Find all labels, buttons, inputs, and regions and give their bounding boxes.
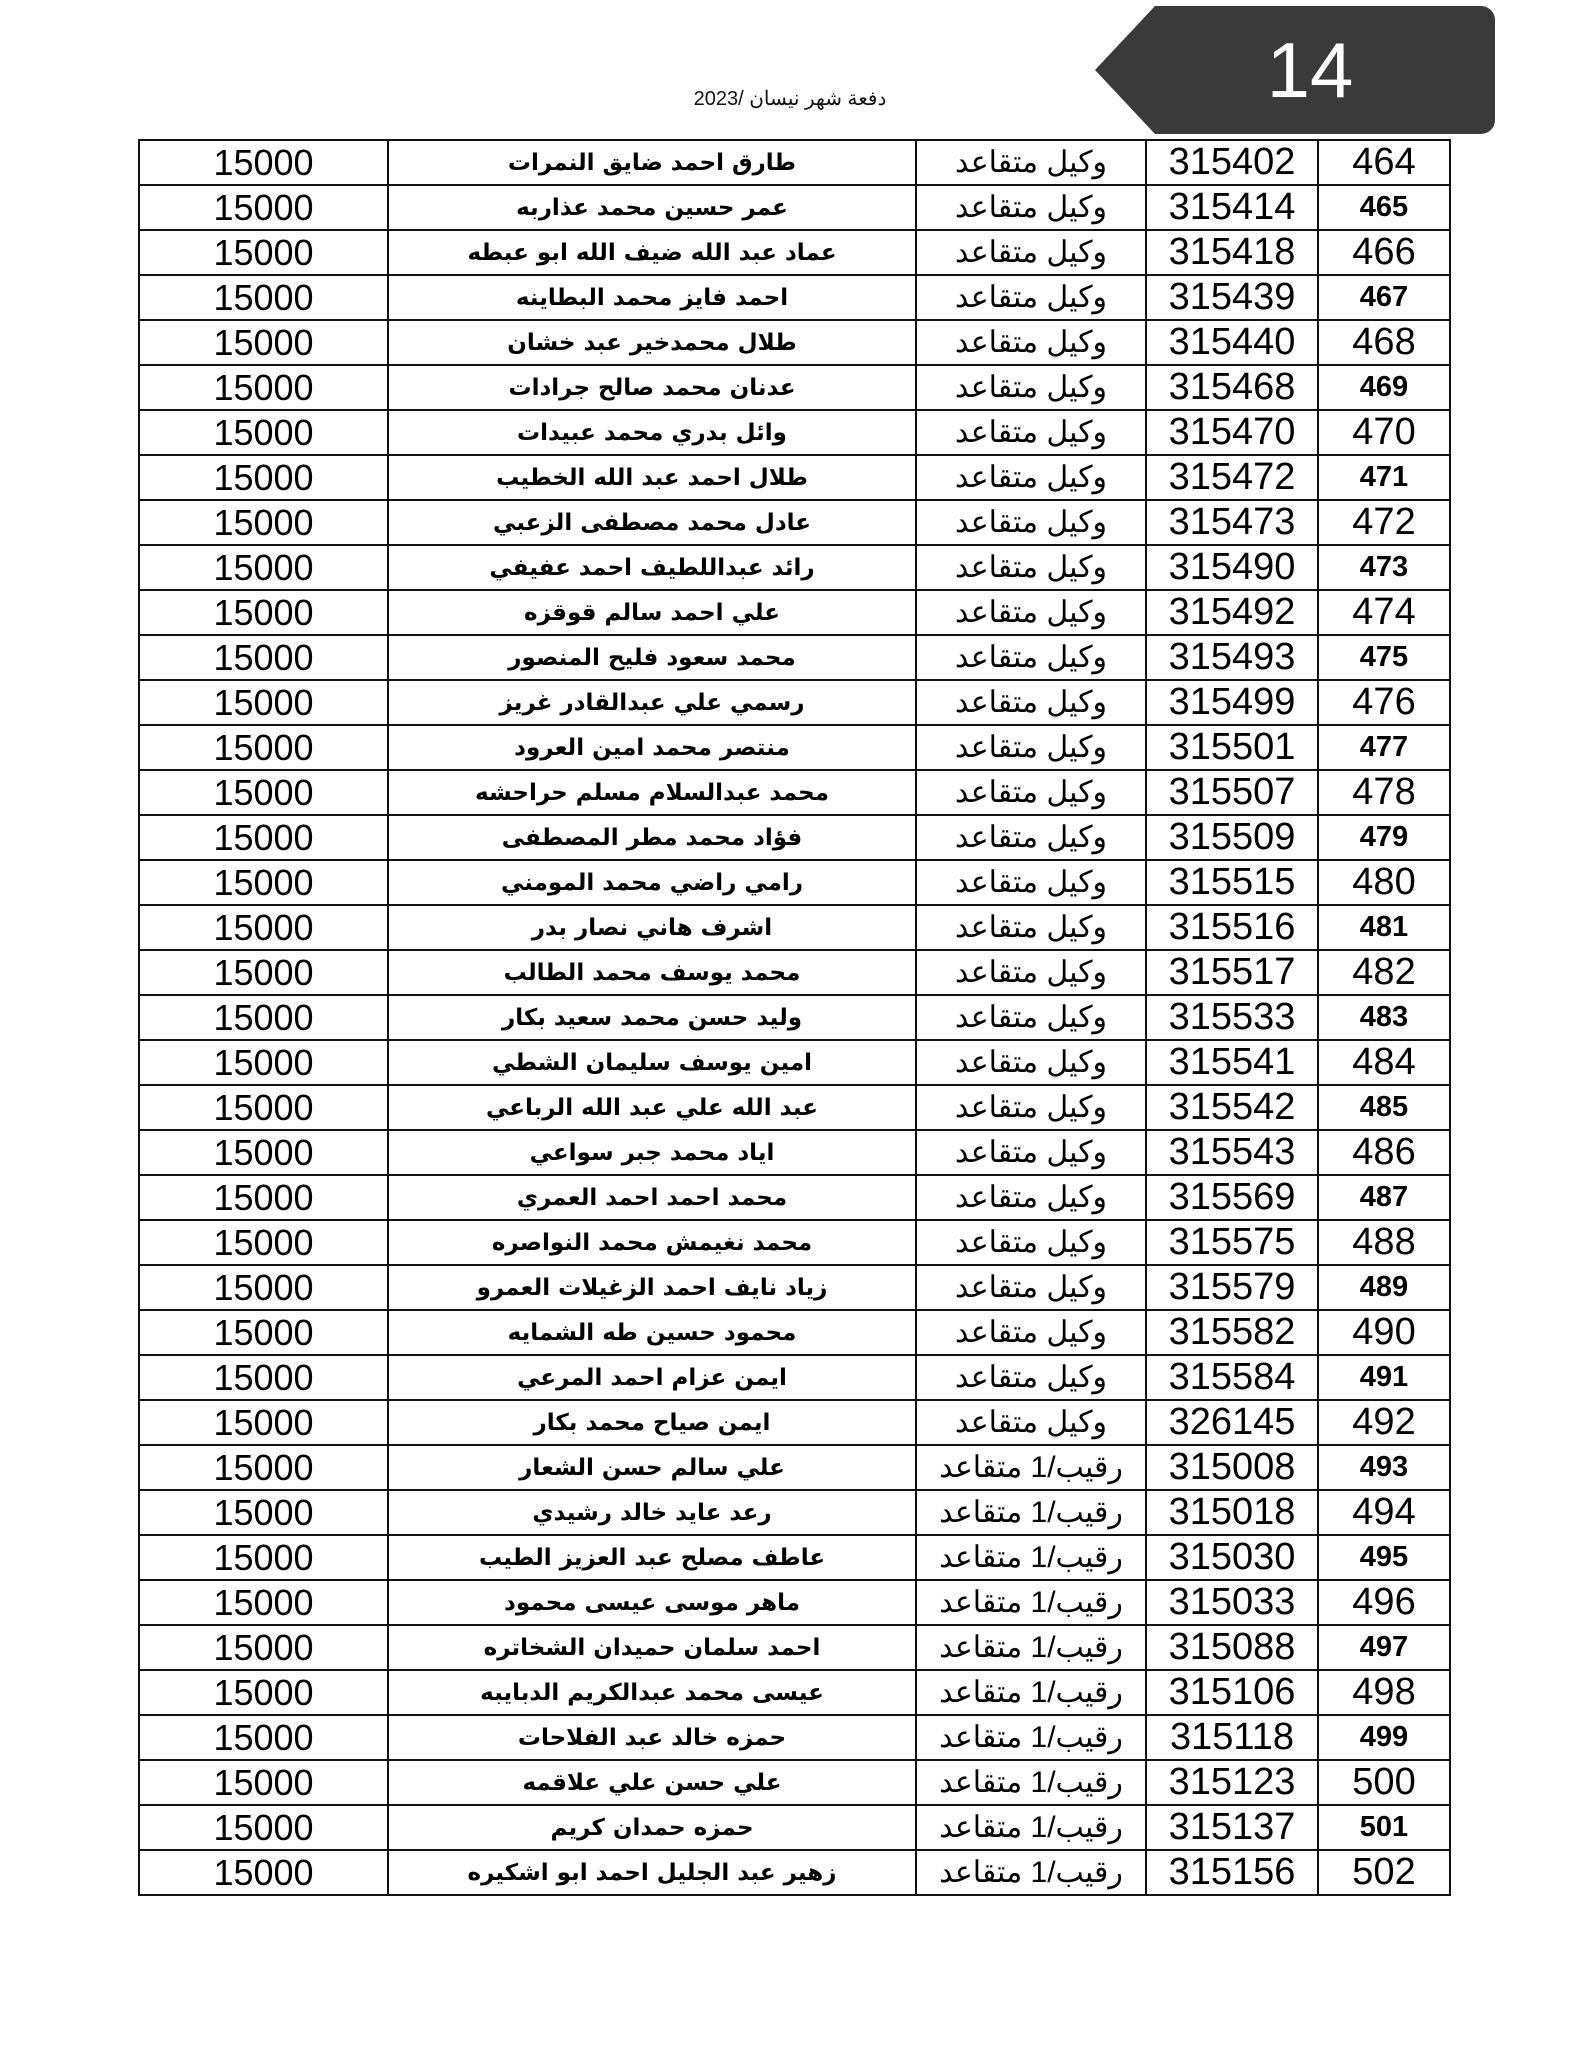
table-row xyxy=(139,1355,1450,1400)
table-row xyxy=(139,1220,1450,1265)
id-cell: 315517 xyxy=(1146,950,1318,995)
id-cell: 315033 xyxy=(1146,1580,1318,1625)
sequence-cell: 467 xyxy=(1318,275,1450,320)
table-row xyxy=(139,950,1450,995)
id-cell: 315472 xyxy=(1146,455,1318,500)
amount-cell: 15000 xyxy=(139,635,388,680)
name-cell: حمزه خالد عبد الفلاحات xyxy=(388,1715,916,1760)
id-cell: 315137 xyxy=(1146,1805,1318,1850)
table-row xyxy=(139,1040,1450,1085)
rank-cell: رقيب/1 متقاعد xyxy=(916,1535,1146,1580)
sequence-cell: 470 xyxy=(1318,410,1450,455)
amount-cell: 15000 xyxy=(139,1085,388,1130)
table-row xyxy=(139,1265,1450,1310)
id-cell: 315501 xyxy=(1146,725,1318,770)
id-cell: 315499 xyxy=(1146,680,1318,725)
name-cell: وليد حسن محمد سعيد بكار xyxy=(388,995,916,1040)
name-cell: رسمي علي عبدالقادر غريز xyxy=(388,680,916,725)
table-row xyxy=(139,1535,1450,1580)
rank-cell: رقيب/1 متقاعد xyxy=(916,1625,1146,1670)
table-row xyxy=(139,1715,1450,1760)
sequence-cell: 483 xyxy=(1318,995,1450,1040)
sequence-cell: 494 xyxy=(1318,1490,1450,1535)
sequence-cell: 484 xyxy=(1318,1040,1450,1085)
rank-cell: وكيل متقاعد xyxy=(916,500,1146,545)
id-cell: 315579 xyxy=(1146,1265,1318,1310)
amount-cell: 15000 xyxy=(139,770,388,815)
sequence-cell: 490 xyxy=(1318,1310,1450,1355)
table-row xyxy=(139,1400,1450,1445)
amount-cell: 15000 xyxy=(139,1625,388,1670)
name-cell: زياد نايف احمد الزغيلات العمرو xyxy=(388,1265,916,1310)
amount-cell: 15000 xyxy=(139,1400,388,1445)
id-cell: 315516 xyxy=(1146,905,1318,950)
id-cell: 315123 xyxy=(1146,1760,1318,1805)
name-cell: امين يوسف سليمان الشطي xyxy=(388,1040,916,1085)
id-cell: 315030 xyxy=(1146,1535,1318,1580)
name-cell: طلال محمدخير عبد خشان xyxy=(388,320,916,365)
rank-cell: وكيل متقاعد xyxy=(916,410,1146,455)
id-cell: 315507 xyxy=(1146,770,1318,815)
sequence-cell: 476 xyxy=(1318,680,1450,725)
table-row xyxy=(139,1580,1450,1625)
rank-cell: رقيب/1 متقاعد xyxy=(916,1805,1146,1850)
table-row xyxy=(139,365,1450,410)
sequence-cell: 479 xyxy=(1318,815,1450,860)
name-cell: ماهر موسى عيسى محمود xyxy=(388,1580,916,1625)
name-cell: محمد نغيمش محمد النواصره xyxy=(388,1220,916,1265)
name-cell: اياد محمد جبر سواعي xyxy=(388,1130,916,1175)
sequence-cell: 464 xyxy=(1318,140,1450,185)
sequence-cell: 488 xyxy=(1318,1220,1450,1265)
name-cell: احمد فايز محمد البطاينه xyxy=(388,275,916,320)
sequence-cell: 480 xyxy=(1318,860,1450,905)
rank-cell: وكيل متقاعد xyxy=(916,230,1146,275)
rank-cell: رقيب/1 متقاعد xyxy=(916,1760,1146,1805)
sequence-cell: 500 xyxy=(1318,1760,1450,1805)
table-row xyxy=(139,230,1450,275)
name-cell: علي احمد سالم قوقزه xyxy=(388,590,916,635)
amount-cell: 15000 xyxy=(139,725,388,770)
page-number: 14 xyxy=(1266,26,1354,114)
rank-cell: وكيل متقاعد xyxy=(916,455,1146,500)
sequence-cell: 474 xyxy=(1318,590,1450,635)
name-cell: رامي راضي محمد المومني xyxy=(388,860,916,905)
name-cell: منتصر محمد امين العرود xyxy=(388,725,916,770)
sequence-cell: 468 xyxy=(1318,320,1450,365)
name-cell: محمود حسين طه الشمايه xyxy=(388,1310,916,1355)
rank-cell: وكيل متقاعد xyxy=(916,770,1146,815)
name-cell: محمد سعود فليح المنصور xyxy=(388,635,916,680)
table-row xyxy=(139,1130,1450,1175)
rank-cell: وكيل متقاعد xyxy=(916,1265,1146,1310)
id-cell: 315470 xyxy=(1146,410,1318,455)
rank-cell: وكيل متقاعد xyxy=(916,320,1146,365)
amount-cell: 15000 xyxy=(139,140,388,185)
table-row xyxy=(139,1760,1450,1805)
sequence-cell: 502 xyxy=(1318,1850,1450,1895)
amount-cell: 15000 xyxy=(139,1265,388,1310)
id-cell: 315584 xyxy=(1146,1355,1318,1400)
amount-cell: 15000 xyxy=(139,230,388,275)
name-cell: ايمن عزام احمد المرعي xyxy=(388,1355,916,1400)
id-cell: 315088 xyxy=(1146,1625,1318,1670)
sequence-cell: 471 xyxy=(1318,455,1450,500)
table-row xyxy=(139,1850,1450,1895)
rank-cell: وكيل متقاعد xyxy=(916,1040,1146,1085)
rank-cell: وكيل متقاعد xyxy=(916,365,1146,410)
name-cell: عيسى محمد عبدالكريم الدبايبه xyxy=(388,1670,916,1715)
amount-cell: 15000 xyxy=(139,1040,388,1085)
table-row xyxy=(139,275,1450,320)
rank-cell: وكيل متقاعد xyxy=(916,905,1146,950)
amount-cell: 15000 xyxy=(139,815,388,860)
rank-cell: وكيل متقاعد xyxy=(916,1085,1146,1130)
amount-cell: 15000 xyxy=(139,1310,388,1355)
sequence-cell: 485 xyxy=(1318,1085,1450,1130)
id-cell: 315468 xyxy=(1146,365,1318,410)
table-row xyxy=(139,1670,1450,1715)
rank-cell: وكيل متقاعد xyxy=(916,635,1146,680)
table-row xyxy=(139,545,1450,590)
rank-cell: وكيل متقاعد xyxy=(916,590,1146,635)
rank-cell: وكيل متقاعد xyxy=(916,185,1146,230)
amount-cell: 15000 xyxy=(139,680,388,725)
amount-cell: 15000 xyxy=(139,1535,388,1580)
amount-cell: 15000 xyxy=(139,410,388,455)
id-cell: 315575 xyxy=(1146,1220,1318,1265)
amount-cell: 15000 xyxy=(139,1445,388,1490)
amount-cell: 15000 xyxy=(139,995,388,1040)
rank-cell: وكيل متقاعد xyxy=(916,140,1146,185)
table-row xyxy=(139,410,1450,455)
name-cell: عادل محمد مصطفى الزعبي xyxy=(388,500,916,545)
id-cell: 315509 xyxy=(1146,815,1318,860)
table-row xyxy=(139,680,1450,725)
amount-cell: 15000 xyxy=(139,590,388,635)
name-cell: عماد عبد الله ضيف الله ابو عبطه xyxy=(388,230,916,275)
sequence-cell: 492 xyxy=(1318,1400,1450,1445)
rank-cell: وكيل متقاعد xyxy=(916,1130,1146,1175)
amount-cell: 15000 xyxy=(139,1220,388,1265)
amount-cell: 15000 xyxy=(139,1175,388,1220)
table-row xyxy=(139,185,1450,230)
table-row xyxy=(139,1175,1450,1220)
id-cell: 315541 xyxy=(1146,1040,1318,1085)
amount-cell: 15000 xyxy=(139,1670,388,1715)
amount-cell: 15000 xyxy=(139,860,388,905)
id-cell: 315018 xyxy=(1146,1490,1318,1535)
id-cell: 315493 xyxy=(1146,635,1318,680)
id-cell: 315008 xyxy=(1146,1445,1318,1490)
amount-cell: 15000 xyxy=(139,365,388,410)
rank-cell: رقيب/1 متقاعد xyxy=(916,1670,1146,1715)
name-cell: طلال احمد عبد الله الخطيب xyxy=(388,455,916,500)
sequence-cell: 498 xyxy=(1318,1670,1450,1715)
id-cell: 315473 xyxy=(1146,500,1318,545)
sequence-cell: 497 xyxy=(1318,1625,1450,1670)
name-cell: فؤاد محمد مطر المصطفى xyxy=(388,815,916,860)
sequence-cell: 472 xyxy=(1318,500,1450,545)
table-row xyxy=(139,1625,1450,1670)
name-cell: عاطف مصلح عبد العزيز الطيب xyxy=(388,1535,916,1580)
id-cell: 326145 xyxy=(1146,1400,1318,1445)
name-cell: زهير عبد الجليل احمد ابو اشكيره xyxy=(388,1850,916,1895)
name-cell: طارق احمد ضايق النمرات xyxy=(388,140,916,185)
table-row xyxy=(139,770,1450,815)
table-row xyxy=(139,455,1450,500)
amount-cell: 15000 xyxy=(139,1805,388,1850)
name-cell: حمزه حمدان كريم xyxy=(388,1805,916,1850)
rank-cell: وكيل متقاعد xyxy=(916,1355,1146,1400)
sequence-cell: 482 xyxy=(1318,950,1450,995)
sequence-cell: 501 xyxy=(1318,1805,1450,1850)
amount-cell: 15000 xyxy=(139,1850,388,1895)
amount-cell: 15000 xyxy=(139,320,388,365)
name-cell: اشرف هاني نصار بدر xyxy=(388,905,916,950)
sequence-cell: 466 xyxy=(1318,230,1450,275)
sequence-cell: 491 xyxy=(1318,1355,1450,1400)
rank-cell: وكيل متقاعد xyxy=(916,1310,1146,1355)
name-cell: ايمن صياح محمد بكار xyxy=(388,1400,916,1445)
name-cell: رائد عبداللطيف احمد عفيفي xyxy=(388,545,916,590)
rank-cell: وكيل متقاعد xyxy=(916,725,1146,770)
sequence-cell: 486 xyxy=(1318,1130,1450,1175)
rank-cell: وكيل متقاعد xyxy=(916,1400,1146,1445)
sequence-cell: 489 xyxy=(1318,1265,1450,1310)
id-cell: 315106 xyxy=(1146,1670,1318,1715)
table-row xyxy=(139,815,1450,860)
name-cell: محمد احمد احمد العمري xyxy=(388,1175,916,1220)
sequence-cell: 499 xyxy=(1318,1715,1450,1760)
rank-cell: رقيب/1 متقاعد xyxy=(916,1850,1146,1895)
table-row xyxy=(139,590,1450,635)
id-cell: 315515 xyxy=(1146,860,1318,905)
id-cell: 315156 xyxy=(1146,1850,1318,1895)
id-cell: 315418 xyxy=(1146,230,1318,275)
amount-cell: 15000 xyxy=(139,455,388,500)
name-cell: علي حسن علي علاقمه xyxy=(388,1760,916,1805)
rank-cell: وكيل متقاعد xyxy=(916,1175,1146,1220)
document-subtitle: دفعة شهر نيسان /2023 xyxy=(693,88,887,110)
name-cell: محمد يوسف محمد الطالب xyxy=(388,950,916,995)
name-cell: رعد عايد خالد رشيدي xyxy=(388,1490,916,1535)
id-cell: 315543 xyxy=(1146,1130,1318,1175)
rank-cell: وكيل متقاعد xyxy=(916,545,1146,590)
id-cell: 315533 xyxy=(1146,995,1318,1040)
amount-cell: 15000 xyxy=(139,1130,388,1175)
table-row xyxy=(139,140,1450,185)
table-row xyxy=(139,1445,1450,1490)
rank-cell: وكيل متقاعد xyxy=(916,995,1146,1040)
rank-cell: وكيل متقاعد xyxy=(916,1220,1146,1265)
id-cell: 315414 xyxy=(1146,185,1318,230)
table-row xyxy=(139,1085,1450,1130)
amount-cell: 15000 xyxy=(139,950,388,995)
table-row xyxy=(139,725,1450,770)
amount-cell: 15000 xyxy=(139,1580,388,1625)
id-cell: 315569 xyxy=(1146,1175,1318,1220)
sequence-cell: 478 xyxy=(1318,770,1450,815)
amount-cell: 15000 xyxy=(139,185,388,230)
name-cell: محمد عبدالسلام مسلم حراحشه xyxy=(388,770,916,815)
sequence-cell: 496 xyxy=(1318,1580,1450,1625)
amount-cell: 15000 xyxy=(139,500,388,545)
rank-cell: رقيب/1 متقاعد xyxy=(916,1715,1146,1760)
sequence-cell: 469 xyxy=(1318,365,1450,410)
rank-cell: وكيل متقاعد xyxy=(916,860,1146,905)
name-cell: احمد سلمان حميدان الشخاتره xyxy=(388,1625,916,1670)
amount-cell: 15000 xyxy=(139,905,388,950)
amount-cell: 15000 xyxy=(139,1760,388,1805)
amount-cell: 15000 xyxy=(139,1490,388,1535)
table-row xyxy=(139,635,1450,680)
table-row xyxy=(139,1805,1450,1850)
table-row xyxy=(139,995,1450,1040)
sequence-cell: 465 xyxy=(1318,185,1450,230)
table-row xyxy=(139,320,1450,365)
table-row xyxy=(139,1310,1450,1355)
sequence-cell: 473 xyxy=(1318,545,1450,590)
roster-table-body xyxy=(139,140,1450,1895)
sequence-cell: 477 xyxy=(1318,725,1450,770)
id-cell: 315492 xyxy=(1146,590,1318,635)
name-cell: وائل بدري محمد عبيدات xyxy=(388,410,916,455)
amount-cell: 15000 xyxy=(139,275,388,320)
sequence-cell: 481 xyxy=(1318,905,1450,950)
id-cell: 315402 xyxy=(1146,140,1318,185)
sequence-cell: 493 xyxy=(1318,1445,1450,1490)
id-cell: 315440 xyxy=(1146,320,1318,365)
rank-cell: رقيب/1 متقاعد xyxy=(916,1580,1146,1625)
rank-cell: وكيل متقاعد xyxy=(916,275,1146,320)
sequence-cell: 475 xyxy=(1318,635,1450,680)
table-row xyxy=(139,860,1450,905)
rank-cell: وكيل متقاعد xyxy=(916,950,1146,995)
rank-cell: وكيل متقاعد xyxy=(916,815,1146,860)
sequence-cell: 487 xyxy=(1318,1175,1450,1220)
table-row xyxy=(139,905,1450,950)
name-cell: علي سالم حسن الشعار xyxy=(388,1445,916,1490)
id-cell: 315490 xyxy=(1146,545,1318,590)
amount-cell: 15000 xyxy=(139,545,388,590)
amount-cell: 15000 xyxy=(139,1715,388,1760)
sequence-cell: 495 xyxy=(1318,1535,1450,1580)
rank-cell: وكيل متقاعد xyxy=(916,680,1146,725)
id-cell: 315582 xyxy=(1146,1310,1318,1355)
rank-cell: رقيب/1 متقاعد xyxy=(916,1490,1146,1535)
id-cell: 315542 xyxy=(1146,1085,1318,1130)
id-cell: 315439 xyxy=(1146,275,1318,320)
id-cell: 315118 xyxy=(1146,1715,1318,1760)
roster-table xyxy=(138,139,1451,1896)
rank-cell: رقيب/1 متقاعد xyxy=(916,1445,1146,1490)
table-row xyxy=(139,1490,1450,1535)
name-cell: عدنان محمد صالح جرادات xyxy=(388,365,916,410)
name-cell: عبد الله علي عبد الله الرباعي xyxy=(388,1085,916,1130)
amount-cell: 15000 xyxy=(139,1355,388,1400)
table-row xyxy=(139,500,1450,545)
name-cell: عمر حسين محمد عذاربه xyxy=(388,185,916,230)
